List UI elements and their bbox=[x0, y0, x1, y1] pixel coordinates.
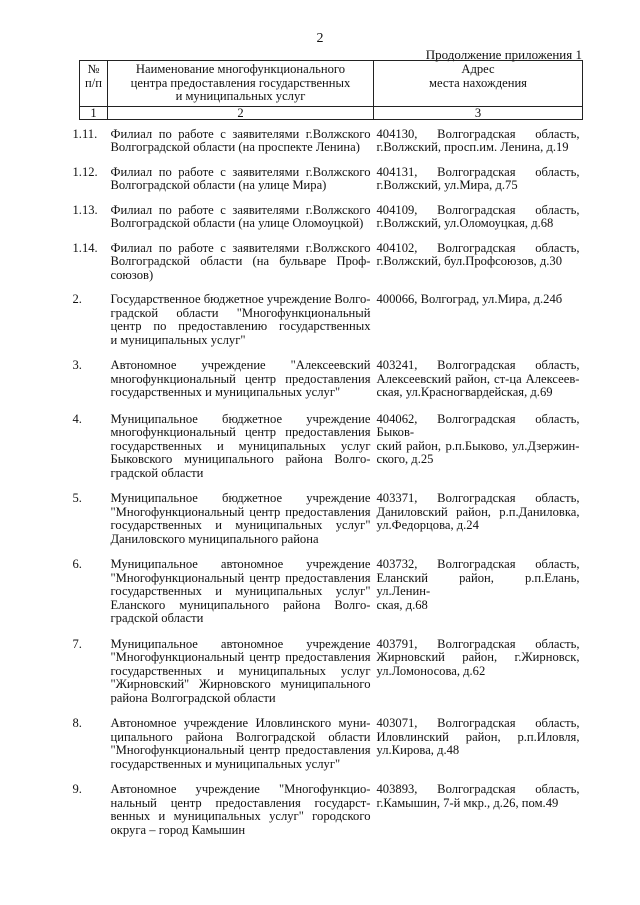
row-address bbox=[374, 128, 583, 155]
table-row bbox=[80, 166, 583, 193]
row-name-line: Филиал по работе с заявителями г.Волжского bbox=[110, 240, 371, 255]
row-spacer bbox=[80, 155, 583, 166]
header-address-line: Адрес bbox=[461, 62, 495, 76]
row-address-line: Еланский район, р.п.Елань, ул.Ленин- bbox=[376, 570, 580, 598]
row-name-line: нальный центр предоставления государст- bbox=[110, 795, 371, 810]
row-address-line: 403071, Волгоградская область, bbox=[376, 716, 580, 730]
row-number-text: 1.11. bbox=[72, 126, 98, 141]
row-number-text: 6. bbox=[72, 557, 82, 571]
row-name bbox=[108, 359, 374, 400]
row-number-text: 7. bbox=[72, 636, 82, 651]
row-name bbox=[108, 492, 374, 546]
row-name bbox=[108, 204, 374, 231]
row-spacer bbox=[80, 231, 583, 242]
row-name-line: Быковского муниципального района Волго- bbox=[110, 452, 371, 466]
row-name-line: центр по предоставлению государственных bbox=[110, 319, 371, 333]
row-name bbox=[108, 783, 374, 837]
row-address-line: 403241, Волгоградская область, bbox=[376, 358, 580, 372]
row-name-line: Филиал по работе с заявителями г.Волжского bbox=[110, 164, 371, 179]
row-number-text: 4. bbox=[72, 411, 82, 426]
table-body bbox=[72, 119, 583, 837]
row-address bbox=[374, 359, 583, 400]
row-address-line: ский район, р.п.Быково, ул.Дзержин- bbox=[376, 438, 580, 453]
row-name-line: Автономное учреждение "Многофункцио- bbox=[110, 782, 371, 796]
row-name-line: многофункциональный центр предоставления bbox=[110, 371, 371, 386]
row-address bbox=[374, 717, 583, 771]
table-row bbox=[80, 783, 583, 837]
row-address-line: 400066, Волгоград, ул.Мира, д.24б bbox=[376, 292, 563, 306]
row-name-line: венных и муниципальных услуг" городского bbox=[110, 809, 371, 823]
table-header-row bbox=[80, 61, 583, 107]
row-name-line: Автономное учреждение Иловлинского муни- bbox=[110, 716, 371, 730]
row-name-line: Муниципальное автономное учреждение bbox=[110, 636, 371, 651]
row-number bbox=[72, 491, 108, 546]
page-number: 2 bbox=[316, 31, 324, 46]
row-name-line: "Многофункциональный центр предоставления bbox=[110, 743, 371, 757]
row-name-line: Еланского муниципального района Волго- bbox=[110, 597, 371, 612]
row-number bbox=[72, 202, 108, 231]
row-number bbox=[72, 716, 108, 771]
row-name-line: градской области bbox=[110, 465, 204, 480]
row-address bbox=[374, 783, 583, 837]
row-name-line: государственных и муниципальных услуг" bbox=[110, 518, 371, 532]
row-number-text: 9. bbox=[72, 782, 82, 796]
row-address-line: ул.Ломоносова, д.62 bbox=[376, 663, 486, 678]
row-spacer bbox=[80, 193, 583, 204]
row-number-text: 1.13. bbox=[72, 202, 98, 217]
row-name-line: государственных и муниципальных услуг" bbox=[110, 756, 341, 771]
row-name bbox=[108, 293, 374, 347]
row-spacer-cell bbox=[80, 155, 583, 166]
row-name-line: "Многофункциональный центр предоставления bbox=[110, 650, 371, 664]
row-address-line: Иловлинский район, р.п.Иловля, bbox=[376, 729, 580, 744]
table-row bbox=[80, 242, 583, 283]
row-address-line: г.Волжский, бул.Профсоюзов, д.30 bbox=[376, 254, 563, 268]
row-address bbox=[374, 638, 583, 706]
row-name-line: Филиал по работе с заявителями г.Волжского bbox=[110, 126, 371, 141]
row-name bbox=[108, 413, 374, 481]
column-number-row bbox=[80, 106, 583, 119]
table-row bbox=[80, 293, 583, 347]
row-address-line: 403371, Волгоградская область, bbox=[376, 491, 580, 505]
row-number bbox=[72, 636, 108, 706]
table-row bbox=[80, 128, 583, 155]
row-name-line: Государственное бюджетное учреждение Волго- bbox=[110, 292, 371, 306]
row-name-line: "Жирновский" Жирновского муниципального bbox=[110, 677, 371, 691]
row-name-line: "Многофункциональный центр предоставления bbox=[110, 504, 371, 519]
row-number bbox=[72, 240, 108, 283]
table-row bbox=[80, 413, 583, 481]
column-number: 3 bbox=[374, 106, 583, 119]
row-name-line: государственных и муниципальных услуг" bbox=[110, 385, 341, 399]
row-address-line: 403732, Волгоградская область, bbox=[376, 557, 580, 571]
row-address-line: 404130, Волгоградская область, bbox=[376, 126, 580, 141]
row-name-line: района Волгоградской области bbox=[110, 690, 276, 705]
row-name-line: градской области "Многофункциональный bbox=[110, 305, 371, 320]
header-address-line: места нахождения bbox=[429, 75, 527, 90]
header-address bbox=[374, 61, 583, 107]
row-number-text: 8. bbox=[72, 716, 82, 730]
row-address-line: 403791, Волгоградская область, bbox=[376, 636, 580, 651]
row-spacer-cell bbox=[80, 231, 583, 242]
row-spacer-cell bbox=[80, 400, 583, 413]
row-name-line: многофункциональный центр предоставления bbox=[110, 425, 371, 439]
row-address-line: ул.Федорцова, д.24 bbox=[376, 518, 479, 532]
row-spacer-cell bbox=[80, 626, 583, 638]
table-row bbox=[80, 359, 583, 400]
row-name-line: государственных и муниципальных услуг bbox=[110, 663, 371, 678]
row-name-line: государственных и муниципальных услуг" bbox=[110, 584, 371, 598]
row-spacer bbox=[80, 400, 583, 413]
row-address bbox=[374, 492, 583, 546]
row-address-line: г.Волжский, ул.Оломоуцкая, д.68 bbox=[376, 216, 554, 230]
row-name-line: государственных и муниципальных услуг bbox=[110, 438, 371, 453]
row-number bbox=[72, 411, 108, 481]
row-address-line: ского, д.25 bbox=[376, 452, 434, 466]
table-row bbox=[80, 558, 583, 626]
row-address bbox=[374, 293, 583, 347]
row-name bbox=[108, 128, 374, 155]
row-number-text: 1.14. bbox=[72, 240, 98, 255]
table-row bbox=[80, 204, 583, 231]
row-number-text: 2. bbox=[72, 292, 82, 306]
header-number bbox=[80, 61, 108, 107]
row-name-line: Автономное учреждение "Алексеевский bbox=[110, 358, 371, 372]
row-name-line: Муниципальное автономное учреждение bbox=[110, 557, 371, 571]
row-number bbox=[72, 557, 108, 626]
row-name bbox=[108, 558, 374, 626]
row-address-line: г.Камышин, 7-й мкр., д.26, пом.49 bbox=[376, 795, 559, 810]
table-row bbox=[80, 638, 583, 706]
row-number bbox=[72, 782, 108, 837]
row-address bbox=[374, 413, 583, 481]
row-address-line: Даниловский район, р.п.Даниловка, bbox=[376, 504, 580, 519]
header-name-line: Наименование многофункционального bbox=[135, 62, 346, 76]
row-address-line: 404109, Волгоградская область, bbox=[376, 202, 580, 217]
header-number-line: п/п bbox=[85, 75, 102, 90]
row-spacer bbox=[80, 626, 583, 638]
row-name-line: Волгоградской области (на улице Оломоуцкой) bbox=[110, 216, 364, 230]
column-number: 2 bbox=[108, 106, 374, 119]
row-name bbox=[108, 242, 374, 283]
row-spacer-cell bbox=[80, 193, 583, 204]
row-address-line: ул.Кирова, д.48 bbox=[376, 743, 460, 757]
header-name-line: и муниципальных услуг bbox=[175, 89, 306, 103]
row-address-line: 403893, Волгоградская область, bbox=[376, 782, 580, 796]
row-name-line: союзов) bbox=[110, 267, 154, 282]
header-name bbox=[108, 61, 374, 107]
column-number: 1 bbox=[80, 106, 108, 119]
table-row bbox=[80, 492, 583, 546]
row-address-line: 404062, Волгоградская область, Быков- bbox=[376, 411, 580, 439]
row-name-line: Муниципальное бюджетное учреждение bbox=[110, 491, 371, 505]
row-address bbox=[374, 242, 583, 283]
header-name-line: центра предоставления государственных bbox=[130, 75, 351, 90]
mfc-table bbox=[72, 60, 583, 837]
row-number-text: 1.12. bbox=[72, 164, 98, 179]
row-name-line: Филиал по работе с заявителями г.Волжского bbox=[110, 202, 371, 217]
row-number-text: 3. bbox=[72, 358, 82, 372]
row-name-line: Даниловского муниципального района bbox=[110, 531, 319, 546]
row-name-line: округа – город Камышин bbox=[110, 822, 246, 837]
row-number bbox=[72, 164, 108, 193]
row-name-line: ципального района Волгоградской области bbox=[110, 729, 371, 744]
row-address-line: 404102, Волгоградская область, bbox=[376, 240, 580, 255]
row-name bbox=[108, 638, 374, 706]
row-address-line: Жирновский район, г.Жирновск, bbox=[376, 650, 580, 664]
row-name-line: Волгоградской области (на проспекте Ленина) bbox=[110, 140, 360, 154]
row-name bbox=[108, 717, 374, 771]
table-row bbox=[80, 717, 583, 771]
row-address-line: 404131, Волгоградская область, bbox=[376, 164, 580, 179]
row-address bbox=[374, 166, 583, 193]
row-address bbox=[374, 204, 583, 231]
row-name-line: Волгоградской области (на улице Мира) bbox=[110, 178, 327, 192]
row-address-line: Алексеевский район, ст-ца Алексеев- bbox=[376, 371, 580, 386]
header-number-line: № bbox=[87, 62, 100, 76]
row-name-line: "Многофункциональный центр предоставления bbox=[110, 570, 371, 585]
row-number bbox=[72, 358, 108, 400]
row-address-line: ская, д.68 bbox=[376, 597, 428, 612]
row-name-line: и муниципальных услуг" bbox=[110, 332, 246, 347]
continuation-note: Продолжение приложения 1 bbox=[425, 47, 582, 62]
row-number bbox=[72, 126, 108, 155]
row-address-line: г.Волжский, просп.им. Ленина, д.19 bbox=[376, 140, 569, 154]
row-address bbox=[374, 558, 583, 626]
row-name bbox=[108, 166, 374, 193]
row-address-line: г.Волжский, ул.Мира, д.75 bbox=[376, 178, 518, 192]
row-address-line: ская, ул.Красногвардейская, д.69 bbox=[376, 385, 553, 399]
row-name-line: Волгоградской области (на бульваре Проф- bbox=[110, 254, 371, 268]
row-number bbox=[72, 292, 108, 347]
row-name-line: градской области bbox=[110, 611, 204, 625]
row-number-text: 5. bbox=[72, 491, 82, 505]
row-name-line: Муниципальное бюджетное учреждение bbox=[110, 411, 371, 426]
